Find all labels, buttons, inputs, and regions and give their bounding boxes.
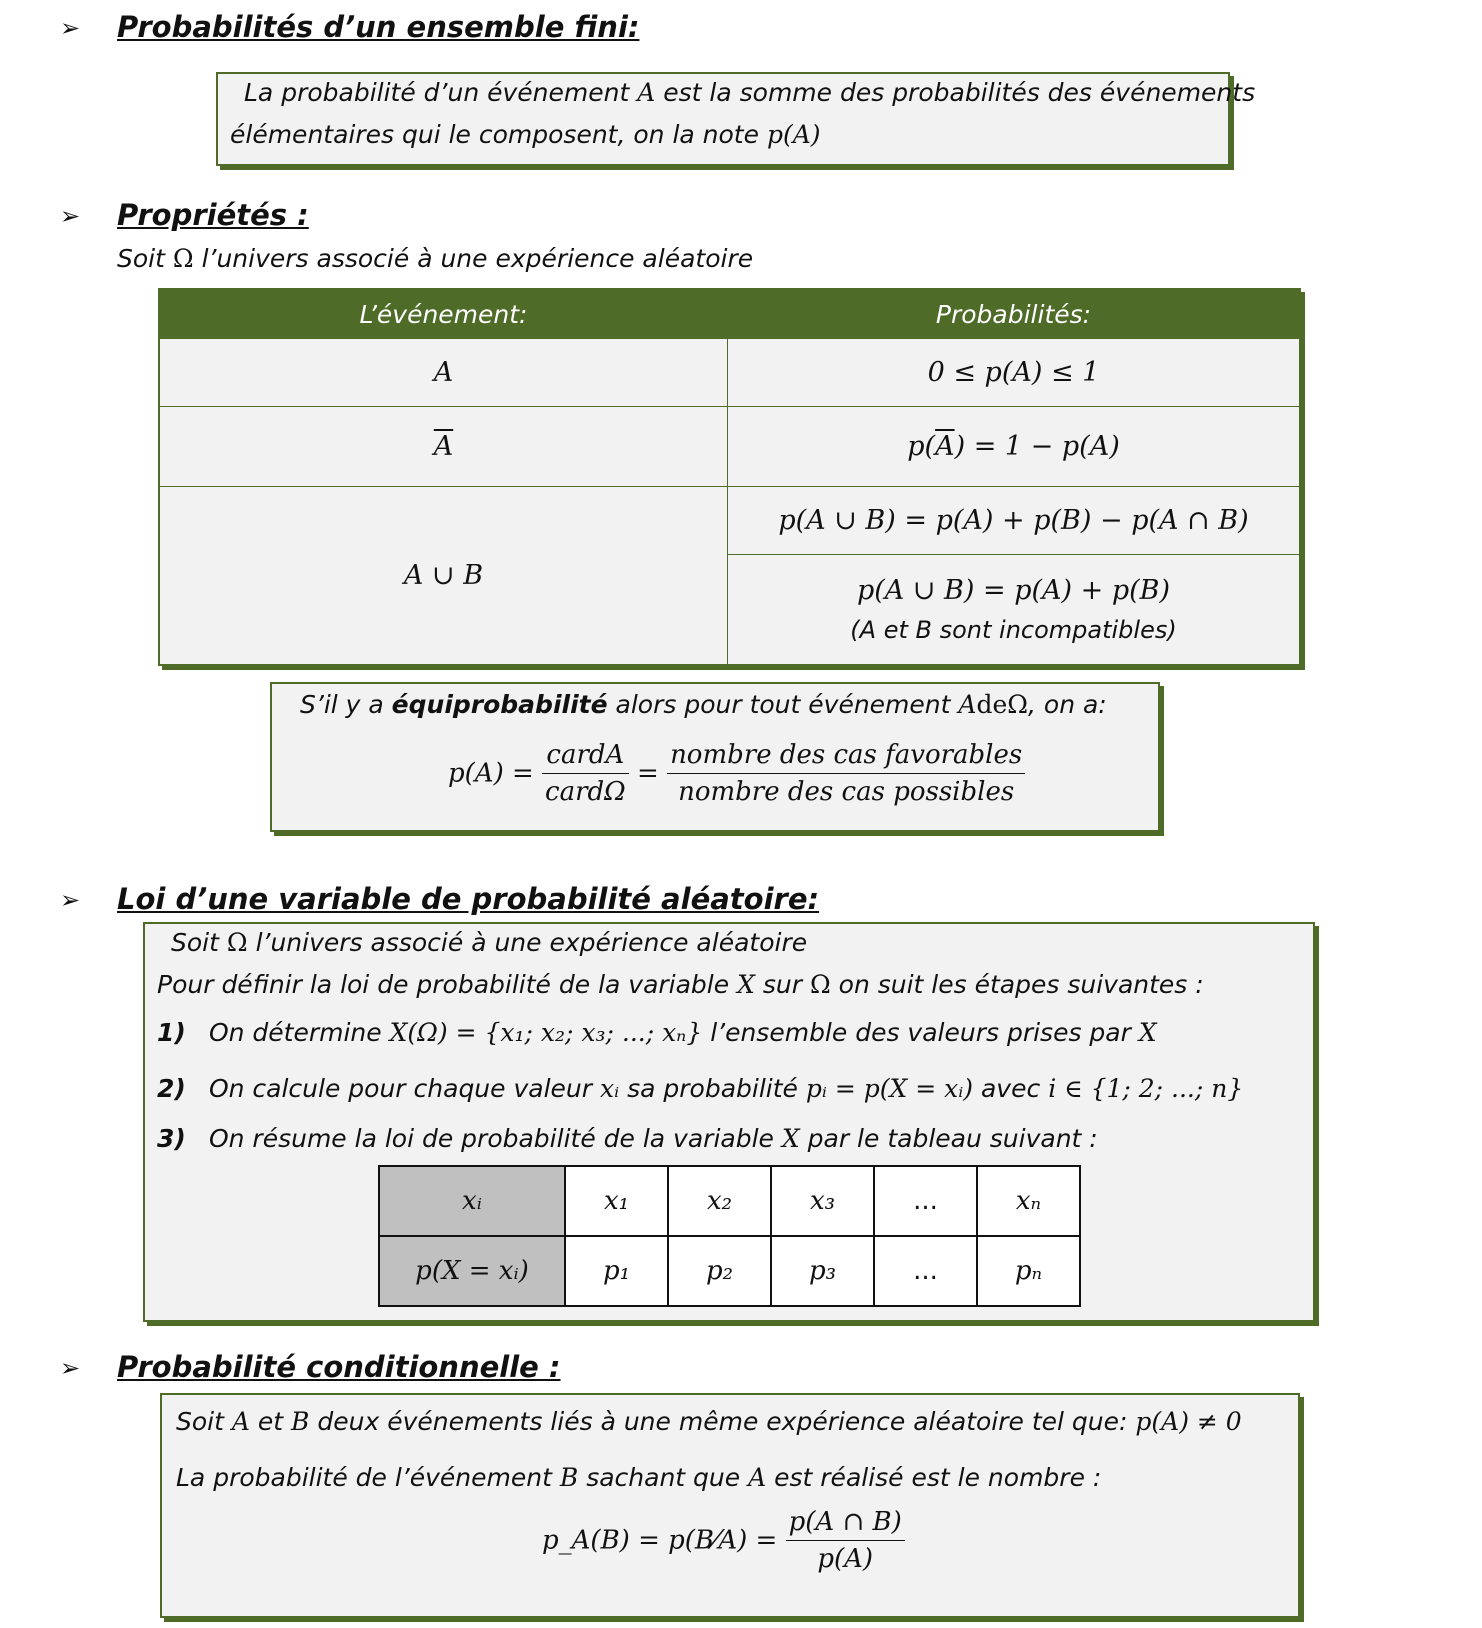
step-text: On résume la loi de probabilité de la variable	[208, 1124, 774, 1153]
table-row	[379, 1166, 1080, 1236]
definition-line-2	[230, 120, 821, 149]
cond-text: Soit	[176, 1407, 224, 1436]
cond-text: sachant que	[586, 1463, 741, 1492]
conditional-fraction	[786, 1507, 905, 1574]
denominator: p(A)	[817, 1544, 874, 1574]
law-value-cell: ...	[874, 1166, 977, 1236]
numerator: p(A ∩ B)	[786, 1507, 905, 1541]
heading-probabilites-ensemble-fini: Probabilités d’un ensemble fini:	[117, 10, 640, 44]
event-A-symbol: A	[637, 78, 656, 107]
intro-text-b: l’univers associé à une expérience aléatoire	[201, 244, 754, 273]
equiprobability-formula	[448, 740, 1025, 807]
table-row	[159, 407, 1300, 487]
bullet-arrow-icon: ➢	[60, 886, 81, 914]
event-cell: A	[159, 339, 728, 407]
equiprobability-box	[270, 682, 1160, 832]
law-value-cell: pₙ	[977, 1236, 1080, 1306]
law-value-cell: ...	[874, 1236, 977, 1306]
omega-symbol: Ω	[172, 244, 194, 273]
heading-loi-variable: Loi d’une variable de probabilité aléatoire:	[117, 882, 820, 916]
complement-A: $\overline{A}$	[935, 431, 955, 462]
cond-text: est réalisé est le nombre :	[774, 1463, 1102, 1492]
variable-X: X	[737, 970, 755, 999]
denominator: cardΩ	[545, 777, 626, 807]
conditional-formula	[542, 1507, 905, 1574]
definition-text-c: élémentaires qui le composent, on la note	[230, 120, 759, 149]
header-evenement: L’événement:	[159, 289, 728, 339]
law-text-c: Pour définir la loi de probabilité de la variable	[157, 970, 730, 999]
properties-table	[158, 288, 1301, 666]
step-text: sa probabilité	[627, 1074, 798, 1103]
event-A-symbol: A	[231, 1407, 250, 1436]
law-value-cell: xₙ	[977, 1166, 1080, 1236]
definition-text-b: est la somme des probabilités des événements	[663, 78, 1256, 107]
numerator: cardA	[542, 740, 629, 774]
event-cell: A ∪ B	[159, 487, 728, 665]
step-number: 2)	[157, 1074, 186, 1103]
bullet-arrow-icon: ➢	[60, 1354, 81, 1382]
fraction-cases	[667, 740, 1025, 807]
variable-X: X	[781, 1124, 800, 1153]
law-header-cell: p(X = xᵢ)	[379, 1236, 565, 1306]
heading-proprietes: Propriétés :	[117, 198, 309, 232]
table-row	[379, 1236, 1080, 1306]
law-text-d: on suit les étapes suivantes :	[838, 970, 1204, 999]
properties-header-row	[159, 289, 1300, 339]
probability-cell	[728, 407, 1301, 487]
event-A-symbol: A	[958, 690, 977, 719]
step-math: i ∈ {1; 2; ...; n}	[1048, 1074, 1244, 1103]
law-header-cell: xᵢ	[379, 1166, 565, 1236]
law-line-2	[157, 970, 1204, 999]
equi-text-c: , on a:	[1028, 690, 1107, 719]
bullet-arrow-icon: ➢	[60, 202, 81, 230]
prob-post: ) = 1 − p(A)	[954, 431, 1120, 462]
probability-cell: p(A ∪ B) = p(A) + p(B) − p(A ∩ B)	[728, 487, 1301, 555]
event-B-symbol: B	[559, 1463, 579, 1492]
law-value-cell: p₁	[565, 1236, 668, 1306]
step-text: par le tableau suivant :	[807, 1124, 1098, 1153]
equi-bold: équiprobabilité	[391, 690, 608, 719]
step-number: 3)	[157, 1124, 186, 1153]
definition-line-1	[244, 78, 1255, 107]
table-row	[159, 339, 1300, 407]
omega-symbol: Ω	[809, 970, 831, 999]
step-text: avec	[980, 1074, 1041, 1103]
conditional-box	[160, 1393, 1300, 1618]
cond-text: La probabilité de l’événement	[176, 1463, 552, 1492]
law-value-cell: p₃	[771, 1236, 874, 1306]
equi-de: de	[976, 690, 1008, 719]
step-1	[157, 1018, 1157, 1047]
complement-event: $\overline{A}$	[433, 431, 454, 462]
law-text-sur: sur	[762, 970, 803, 999]
conditional-line-1	[176, 1407, 1242, 1436]
step-2	[157, 1074, 1243, 1103]
law-value-cell: x₁	[565, 1166, 668, 1236]
probability-notation: p(A)	[766, 120, 821, 149]
step-math: xᵢ	[600, 1074, 620, 1103]
intro-text-a: Soit	[117, 244, 165, 273]
law-value-cell: p₂	[668, 1236, 771, 1306]
prob-pre: p(	[907, 431, 936, 462]
law-text-b: l’univers associé à une expérience aléatoire	[255, 928, 808, 957]
bullet-arrow-icon: ➢	[60, 14, 81, 42]
conditional-line-2	[176, 1463, 1101, 1492]
incompatible-formula: p(A ∪ B) = p(A) + p(B)	[856, 574, 1171, 606]
formula-lhs: p_A(B) = p(B⁄A) =	[542, 1525, 778, 1556]
probability-cell	[728, 555, 1301, 665]
definition-text-a: La probabilité d’un événement	[244, 78, 630, 107]
omega-symbol: Ω	[1007, 690, 1028, 719]
step-3	[157, 1124, 1098, 1153]
incompatible-note: (A et B sont incompatibles)	[850, 615, 1177, 644]
step-math: X(Ω) = {x₁; x₂; x₃; ...; xₙ}	[389, 1018, 703, 1047]
equals-sign: =	[637, 758, 659, 789]
cond-math: p(A) ≠ 0	[1135, 1407, 1242, 1436]
fraction-card	[542, 740, 629, 807]
step-text: On calcule pour chaque valeur	[208, 1074, 593, 1103]
definition-box	[216, 72, 1256, 166]
probability-law-table	[378, 1165, 1081, 1307]
heading-probabilite-conditionnelle: Probabilité conditionnelle :	[117, 1350, 561, 1384]
law-line-1	[171, 928, 807, 957]
table-row	[159, 487, 1300, 555]
event-A-symbol: A	[748, 1463, 767, 1492]
omega-symbol: Ω	[226, 928, 248, 957]
numerator: nombre des cas favorables	[667, 740, 1025, 774]
event-cell	[159, 407, 728, 487]
formula-lhs: p(A) =	[448, 758, 534, 789]
step-math: pᵢ = p(X = xᵢ)	[805, 1074, 974, 1103]
cond-text: deux événements liés à une même expérience aléatoire tel que:	[317, 1407, 1128, 1436]
equi-text-b: alors pour tout événement	[615, 690, 951, 719]
law-text-a: Soit	[171, 928, 219, 957]
event-B-symbol: B	[291, 1407, 310, 1436]
probability-cell: 0 ≤ p(A) ≤ 1	[728, 339, 1301, 407]
law-value-cell: x₂	[668, 1166, 771, 1236]
step-text: On détermine	[208, 1018, 382, 1047]
equi-text-a: S’il y a	[300, 690, 384, 719]
variable-X: X	[1138, 1018, 1157, 1047]
law-value-cell: x₃	[771, 1166, 874, 1236]
step-text: l’ensemble des valeurs prises par	[710, 1018, 1131, 1047]
equiprobability-line	[300, 690, 1107, 719]
denominator: nombre des cas possibles	[678, 777, 1015, 807]
header-probabilites: Probabilités:	[728, 289, 1301, 339]
universe-intro	[117, 244, 753, 273]
step-number: 1)	[157, 1018, 186, 1047]
cond-text: et	[257, 1407, 284, 1436]
